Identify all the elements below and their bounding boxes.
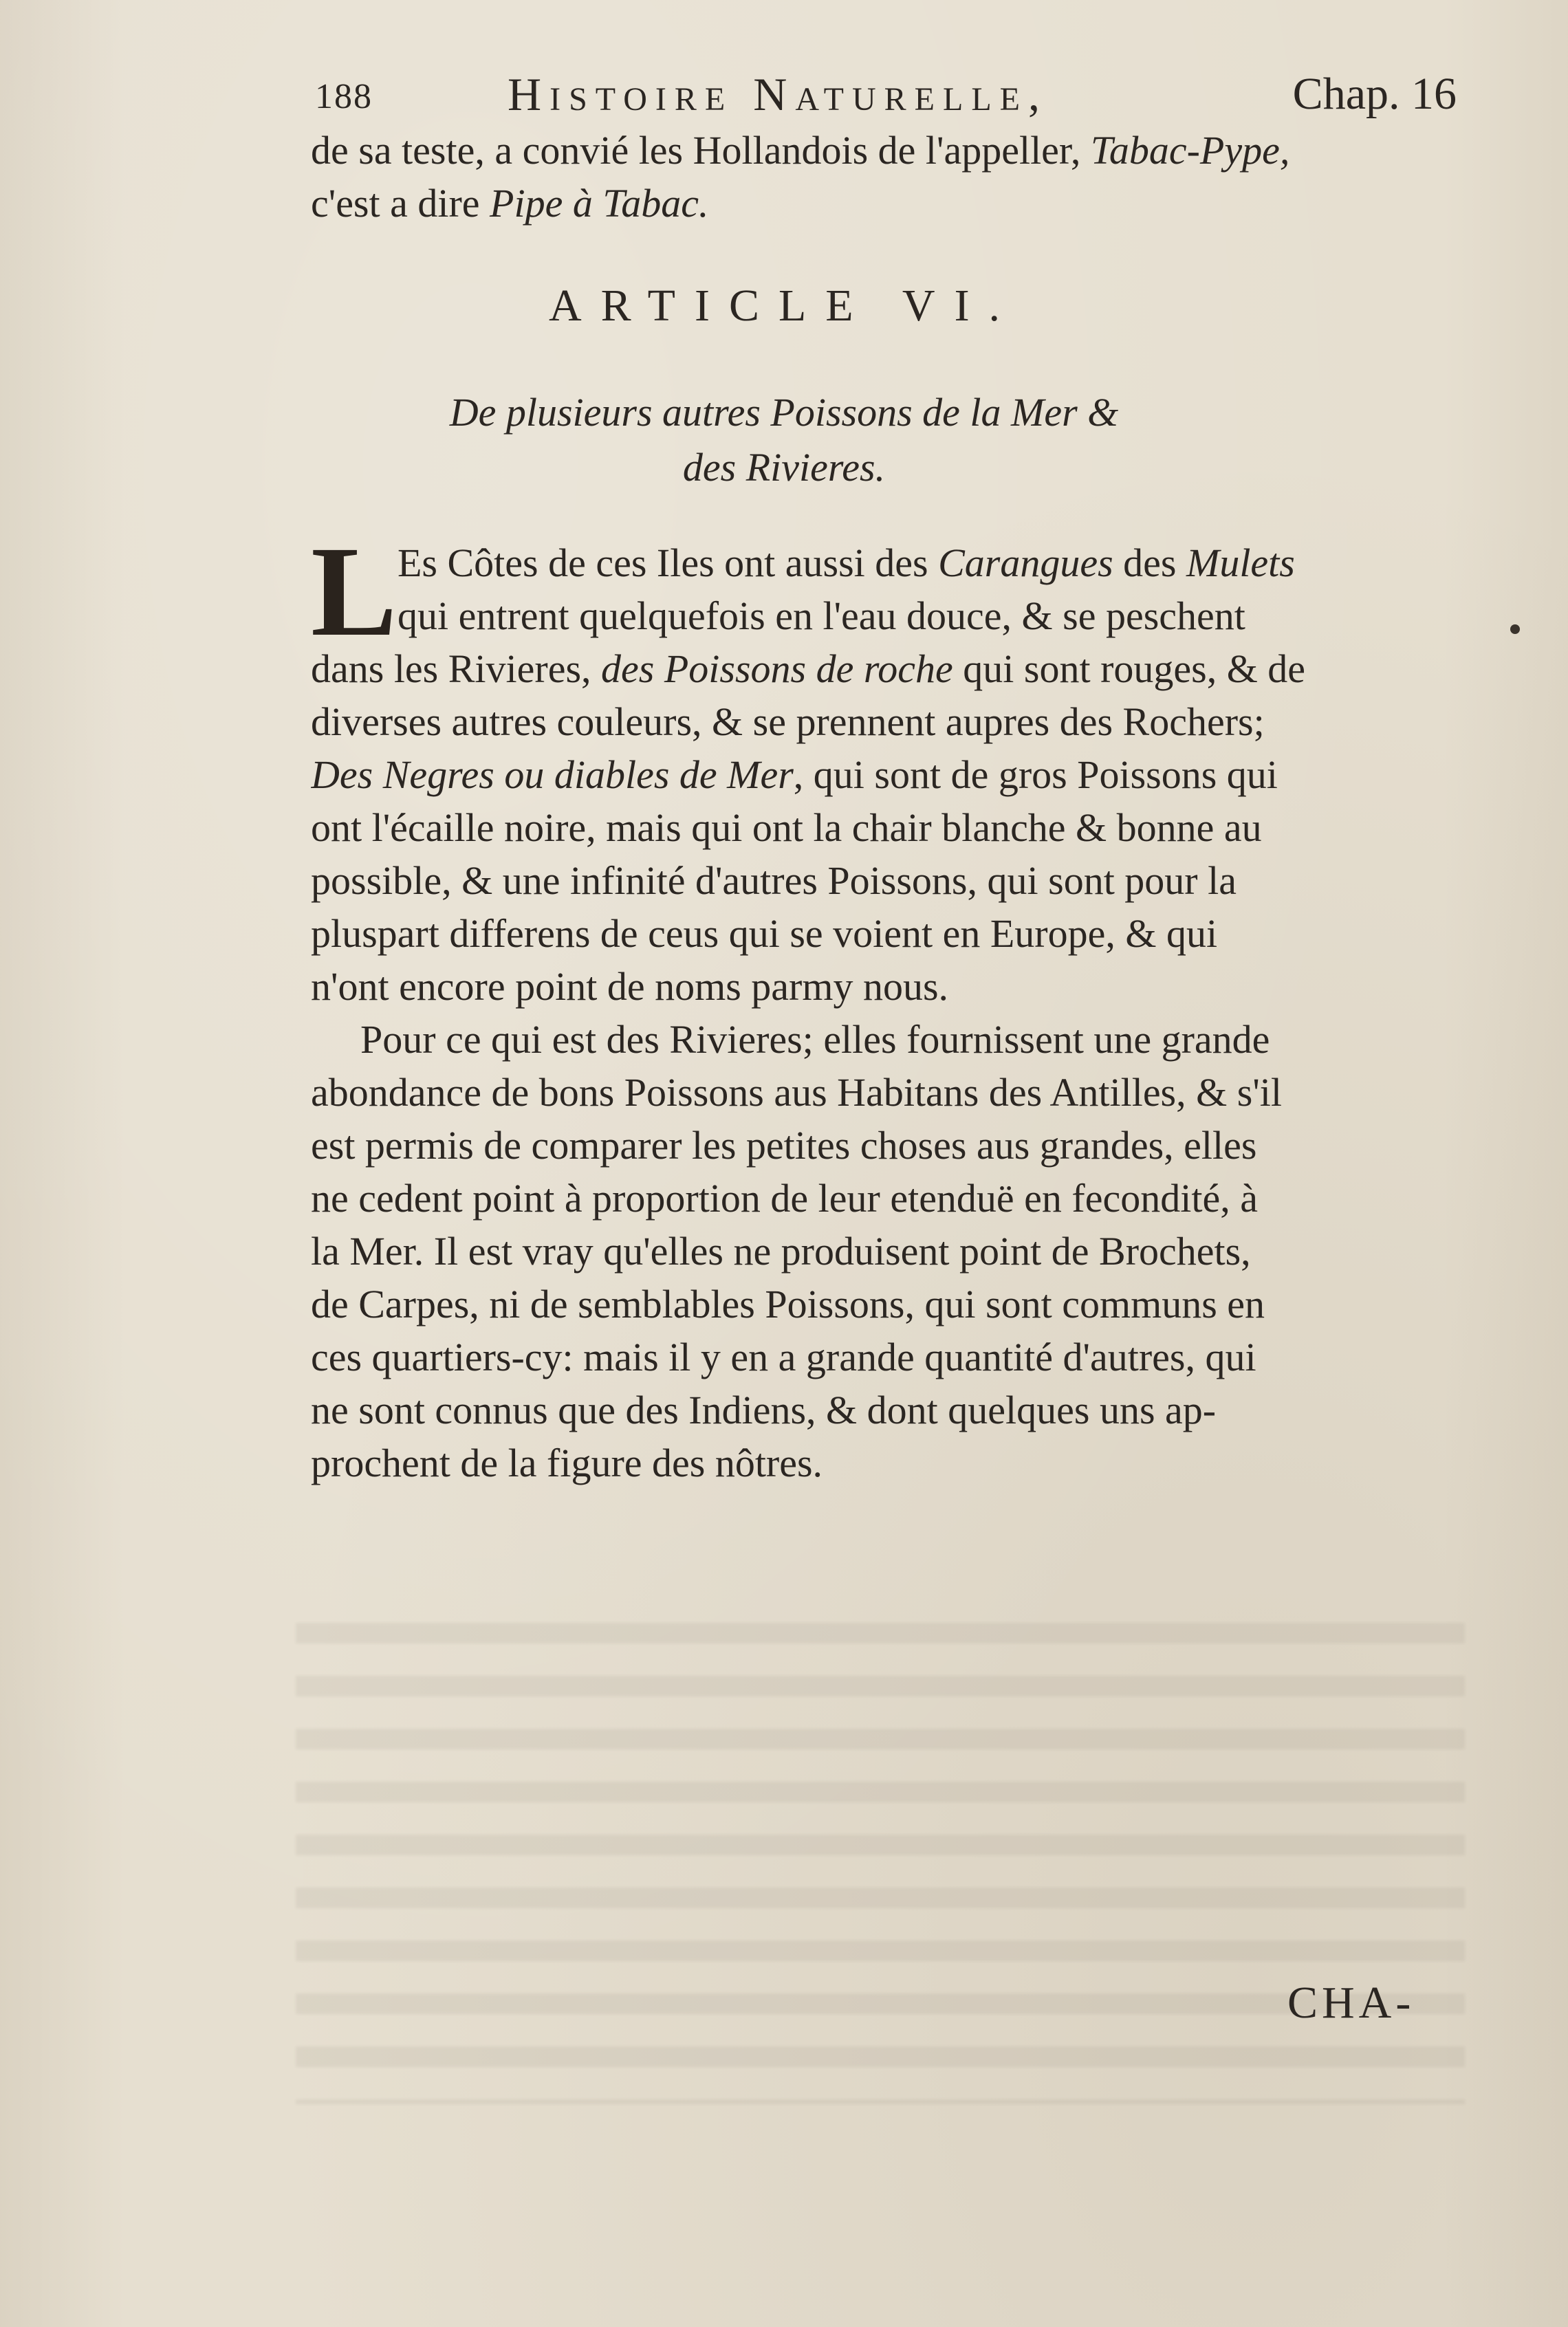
text-line: de Carpes, ni de semblables Poissons, qui sont communs en <box>311 1282 1265 1326</box>
text-line: Des Negres ou diables de Mer, qui sont de gros Poissons qui <box>311 752 1278 797</box>
ink-speck <box>1510 624 1520 634</box>
catchword: CHA- <box>1287 1978 1415 2028</box>
text-line: dans les Rivieres, des Poissons de roche qui sont rouges, & de <box>311 646 1306 691</box>
paragraph-body <box>311 642 1452 1489</box>
running-header <box>315 63 1457 125</box>
text-line: n'ont encore point de noms parmy nous. <box>311 964 949 1009</box>
text-line: ont l'écaille noire, mais qui ont la chair blanche & bonne au <box>311 805 1262 850</box>
continuation-text <box>311 124 1452 230</box>
page-number: 188 <box>315 77 373 116</box>
text-line: ne cedent point à proportion de leur etenduë en fecondité, à <box>311 1176 1258 1221</box>
chapter-reference: Chap. 16 <box>1292 69 1457 119</box>
text-line: ne sont connus que des Indiens, & dont quelques uns ap- <box>311 1388 1217 1432</box>
text-line: Es Côtes de ces Iles ont aussi des Carangues des Mulets <box>398 540 1295 585</box>
subtitle-line: des Rivieres. <box>682 445 886 490</box>
text-line: possible, & une infinité d'autres Poissons, qui sont pour la <box>311 858 1237 903</box>
text-line: pluspart differens de ceus qui se voient en Europe, & qui <box>311 911 1218 956</box>
text-line: de sa teste, a convié les Hollandois de l'appeller, Tabac-Pype, <box>311 128 1290 173</box>
text-line: est permis de comparer les petites choses aus grandes, elles <box>311 1123 1257 1168</box>
article-heading: ARTICLE VI. <box>548 281 1020 331</box>
subtitle-line: De plusieurs autres Poissons de la Mer & <box>449 390 1119 435</box>
text-line: ces quartiers-cy: mais il y en a grande quantité d'autres, qui <box>311 1335 1256 1379</box>
drop-cap: L <box>311 519 398 663</box>
running-title: Histoire Naturelle, <box>508 68 1048 120</box>
text-line: Pour ce qui est des Rivieres; elles fournissent une grande <box>360 1017 1270 1062</box>
text-line: diverses autres couleurs, & se prennent aupres des Rochers; <box>311 699 1265 744</box>
article-subtitle <box>0 385 1568 495</box>
text-line: c'est a dire Pipe à Tabac. <box>311 181 709 226</box>
paragraph-opening <box>398 536 1452 642</box>
show-through-text <box>296 1623 1465 2104</box>
text-line: abondance de bons Poissons aus Habitans des Antilles, & s'il <box>311 1070 1282 1115</box>
text-line: prochent de la figure des nôtres. <box>311 1441 823 1485</box>
text-line: qui entrent quelquefois en l'eau douce, & se peschent <box>398 593 1245 638</box>
text-line: la Mer. Il est vray qu'elles ne produisent point de Brochets, <box>311 1229 1251 1274</box>
